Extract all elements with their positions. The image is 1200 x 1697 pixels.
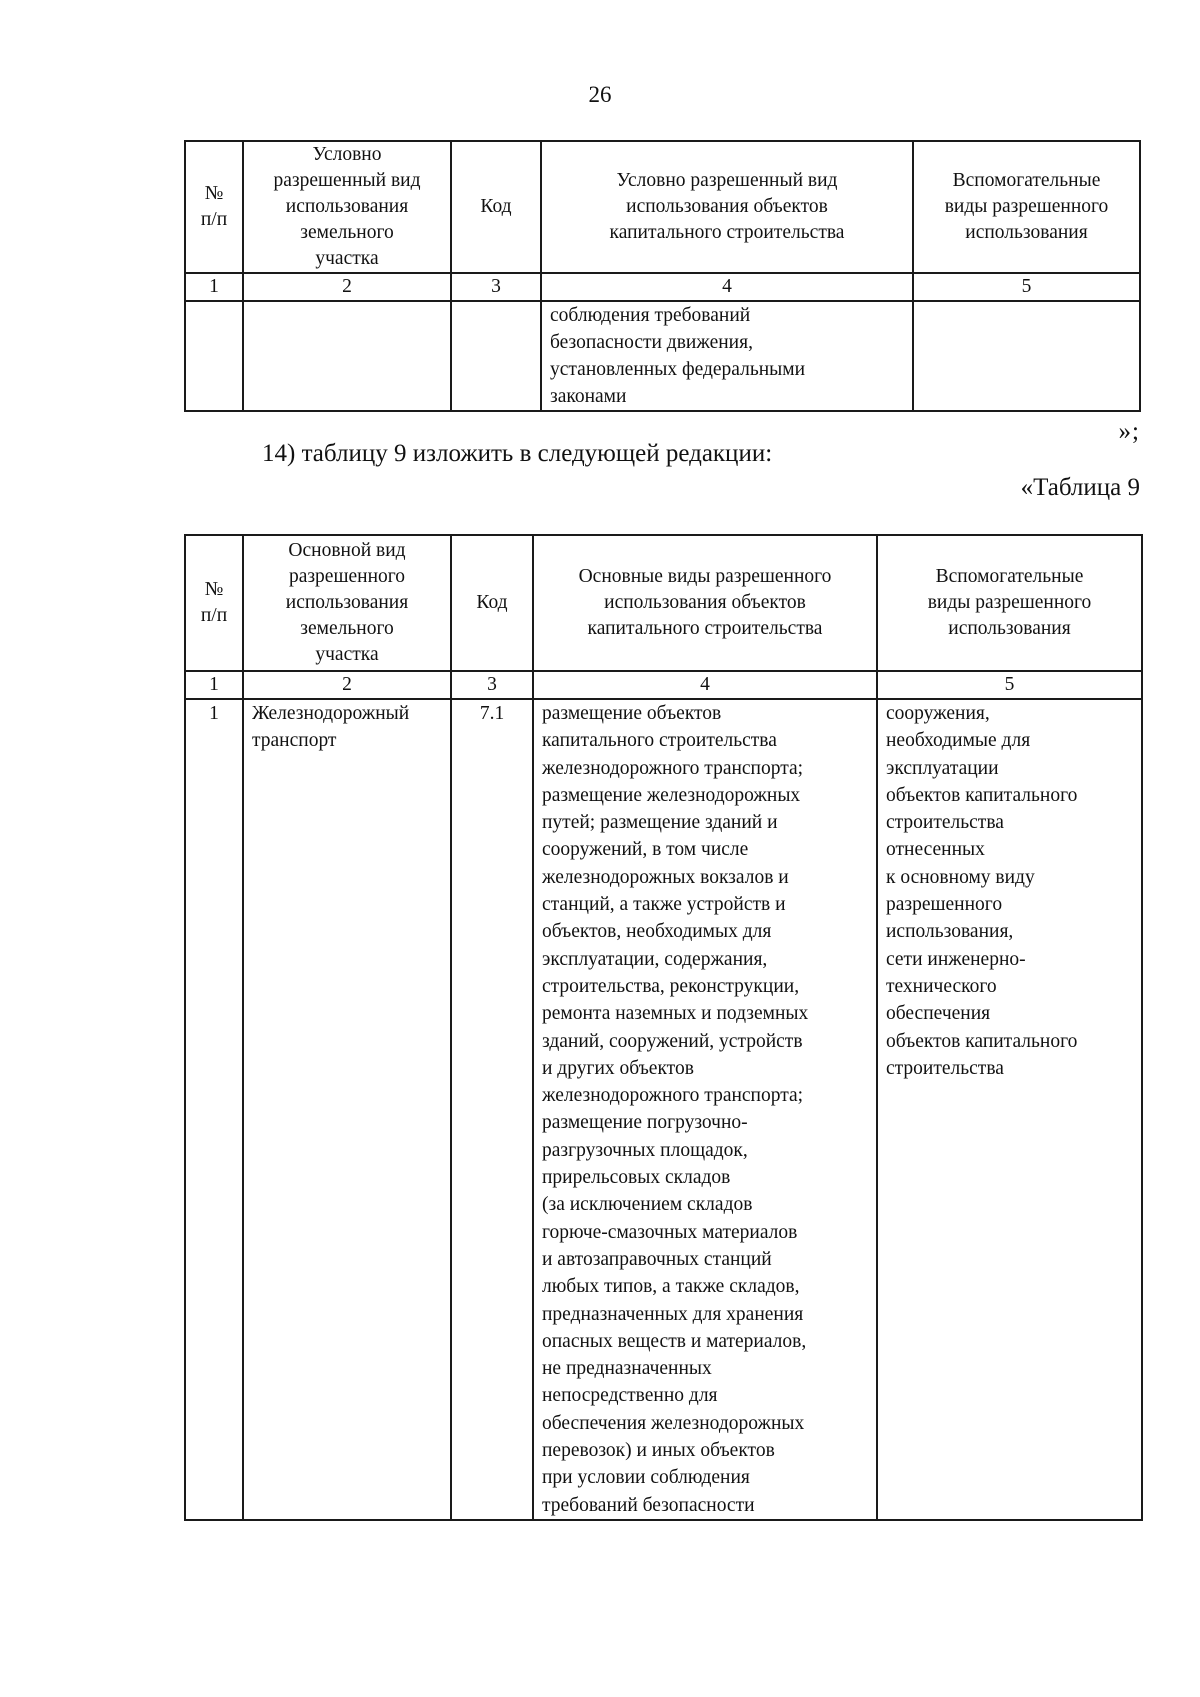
column-number: 5 bbox=[877, 671, 1142, 699]
header-auxiliary-use: Вспомогательные виды разрешенного использования bbox=[913, 141, 1140, 273]
amendment-instruction: 14) таблицу 9 изложить в следующей редакции: bbox=[262, 440, 773, 467]
continued-table bbox=[184, 140, 1141, 412]
header-code: Код bbox=[451, 535, 533, 671]
column-number: 2 bbox=[243, 273, 451, 301]
header-land-use-type: Условно разрешенный вид использования земельного участка bbox=[243, 141, 451, 273]
cell-auxiliary-use: сооружения, необходимые для эксплуатации объектов капитального строительства отнесенных к основному виду разрешенного использования, сети инженерно- технического обеспечения объектов капитального строительства bbox=[877, 699, 1142, 1520]
column-number: 5 bbox=[913, 273, 1140, 301]
page-number: 26 bbox=[588, 82, 612, 107]
header-construction-use: Основные виды разрешенного использования объектов капитального строительства bbox=[533, 535, 877, 671]
table-9 bbox=[184, 534, 1143, 1521]
cell-code: 7.1 bbox=[451, 699, 533, 1520]
column-number: 4 bbox=[533, 671, 877, 699]
cell-land-use-type bbox=[243, 301, 451, 411]
cell-construction-use: размещение объектов капитального строительства железнодорожного транспорта; размещение железнодорожных путей; размещение зданий и сооружений, в том числе железнодорожных вокзалов и станций, а также устройств и объектов, необходимых для эксплуатации, содержания, строительства, реконструкции, ремонта наземных и подземных зданий, сооружений, устройств и других объектов железнодорожного транспорта; размещение погрузочно- разгрузочных площадок, прирельсовых складов (за исключением складов горюче-смазочных материалов и автозаправочных станций любых типов, а также складов, предназначенных для хранения опасных веществ и материалов, не предназначенных непосредственно для обеспечения железнодорожных перевозок) и иных объектов при условии соблюдения требований безопасности bbox=[533, 699, 877, 1520]
cell-land-use-type: Железнодорожный транспорт bbox=[243, 699, 451, 1520]
column-number: 1 bbox=[185, 671, 243, 699]
table-header-row bbox=[185, 141, 1140, 273]
cell-code bbox=[451, 301, 541, 411]
cell-construction-use: соблюдения требований безопасности движения, установленных федеральными законами bbox=[541, 301, 913, 411]
cell-number bbox=[185, 301, 243, 411]
column-number: 2 bbox=[243, 671, 451, 699]
column-number: 1 bbox=[185, 273, 243, 301]
column-number: 4 bbox=[541, 273, 913, 301]
column-number: 3 bbox=[451, 273, 541, 301]
header-auxiliary-use: Вспомогательные виды разрешенного использования bbox=[877, 535, 1142, 671]
header-code: Код bbox=[451, 141, 541, 273]
header-construction-use: Условно разрешенный вид использования объектов капитального строительства bbox=[541, 141, 913, 273]
header-number: № п/п bbox=[185, 141, 243, 273]
cell-number: 1 bbox=[185, 699, 243, 1520]
column-number-row bbox=[185, 671, 1142, 699]
closing-quote: »; bbox=[1118, 418, 1140, 445]
table-row bbox=[185, 699, 1142, 1520]
header-number: № п/п bbox=[185, 535, 243, 671]
table-caption: «Таблица 9 bbox=[1020, 474, 1140, 501]
column-number: 3 bbox=[451, 671, 533, 699]
table-header-row bbox=[185, 535, 1142, 671]
column-number-row bbox=[185, 273, 1140, 301]
cell-auxiliary-use bbox=[913, 301, 1140, 411]
table-row bbox=[185, 301, 1140, 411]
header-land-use-type: Основной вид разрешенного использования земельного участка bbox=[243, 535, 451, 671]
